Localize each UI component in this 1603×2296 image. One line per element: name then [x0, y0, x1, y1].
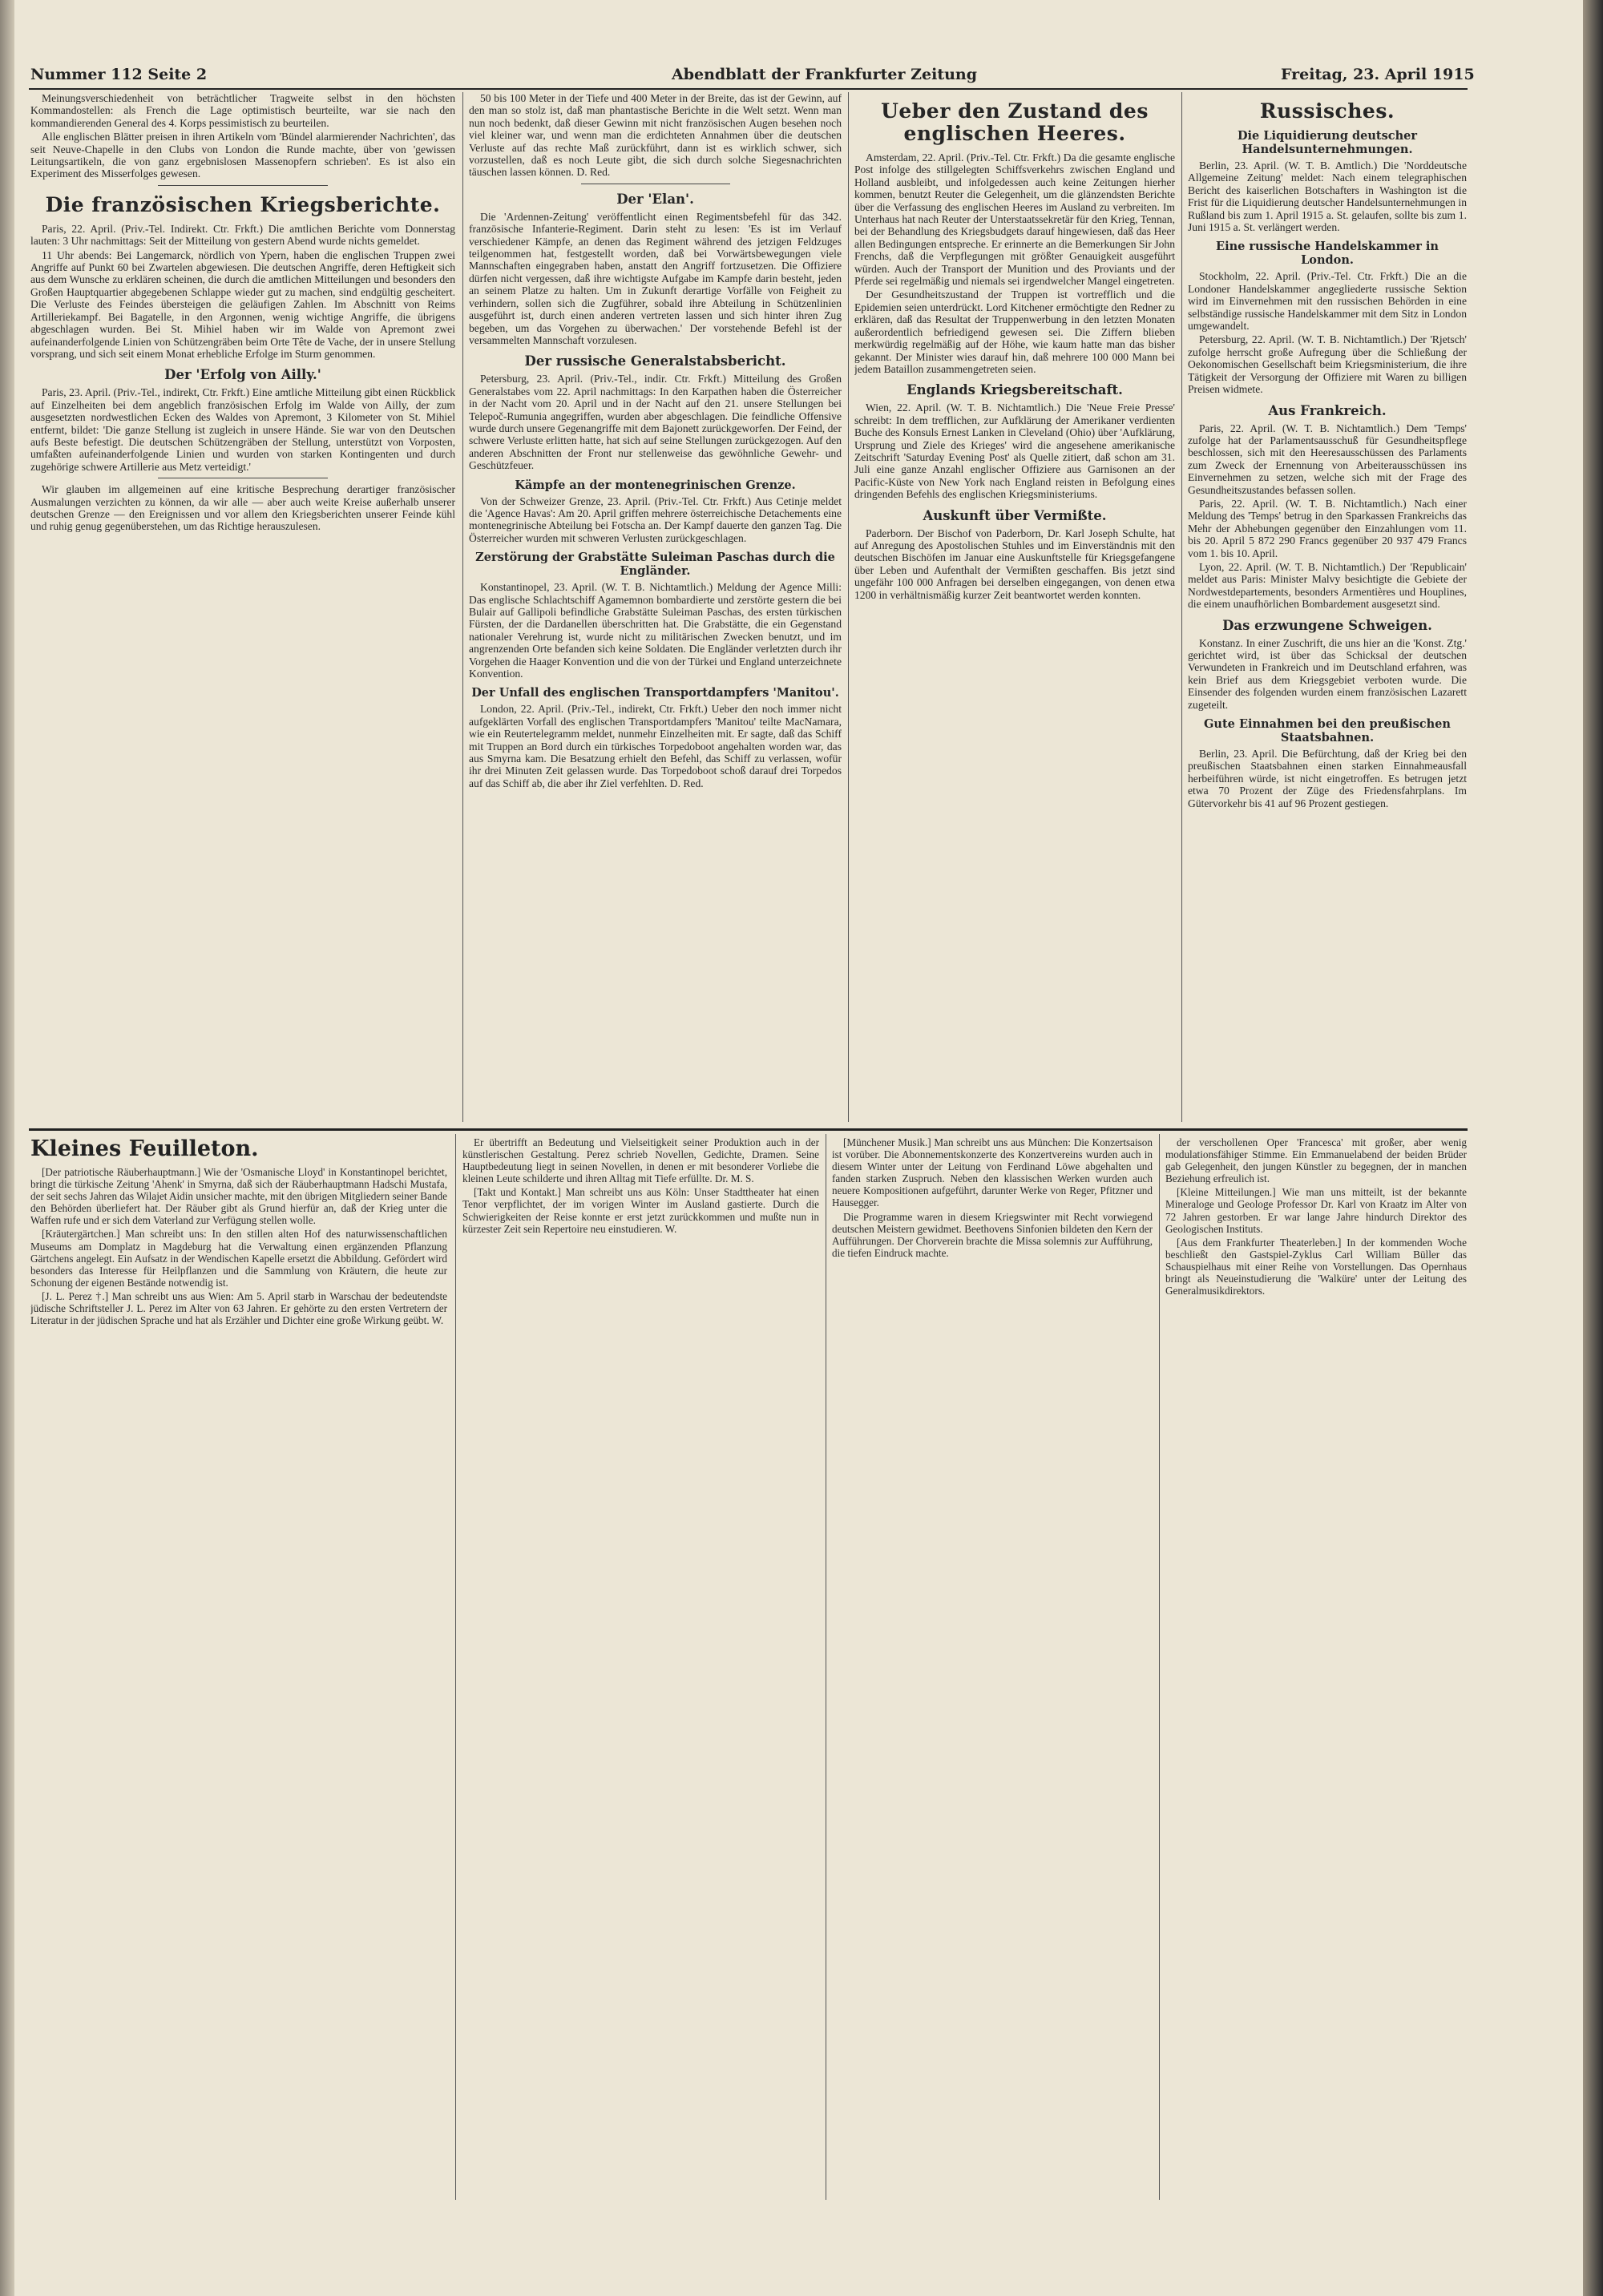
headline-silence: Das erzwungene Schweigen.	[1222, 617, 1432, 633]
headline-france: Aus Frankreich.	[1268, 402, 1387, 418]
article-text: Petersburg, 23. April. (Priv.-Tel., indir. Ctr. Frkft.) Mitteilung des Großen Generalstabes vom 22. April nachmittags: In den Karpathen haben die Österreicher in der Nacht vom 20. April und in der Nacht auf den 21. unsere Stellungen bei Telepoč-Rumunia angegriffen, wurden aber abgeschlagen. Die feindliche Offensive wurde durch unsere Gegenangriffe mit dem Bajonett zurückgeworfen. Der Feind, der schwere Verluste erlitten hatte, hat sich auf seine Stellungen zurückgezogen. Auf den anderen Abschnitten der Front nur stellenweise das gewöhnliche Gewehr- und Geschützfeuer.	[469, 373, 842, 472]
book-binding-left	[0, 0, 14, 2296]
article-text: [Der patriotische Räuberhauptmann.] Wie der 'Osmanische Lloyd' in Konstantinopel berichtet, bringt die türkische Zeitung 'Ahenk' in Smyrna, daß sich der Räuberhauptmann Hadschi Mustafa, der seit sechs Jahren das Wilajet Aidin unsicher machte, mit den übrigen Mitgliedern seiner Bande den Behörden überliefert hat. Der Räuber gibt als Grund hierfür an, daß der Krieg unter die Waffen rufe und er sich dem Vaterland zur Verfügung stellen wolle.	[30, 1166, 447, 1227]
page-edge-right	[1583, 0, 1603, 2296]
feuilleton-column-3	[832, 1136, 1153, 2202]
column-rule	[848, 92, 849, 1122]
article-text: [Kräutergärtchen.] Man schreibt uns: In den stillen alten Hof des naturwissenschaftlichen Museums am Domplatz in Magdeburg hat die Verwaltung einen ergänzenden Pflanzung Gärtchens angelegt. Ein Aufsatz in der Wendischen Kapelle ersetzt die Abbildung. Gefördert wird besonders das Interesse für Heilpflanzen und die Sammlung von Kräutern, die heute zur Schonung der eigenen Bestände notwendig ist.	[30, 1228, 447, 1289]
header-rule	[29, 88, 1468, 90]
issue-number: Nummer 112 Seite 2	[30, 66, 208, 83]
article-text: Petersburg, 22. April. (W. T. B. Nichtamtlich.) Der 'Rjetsch' zufolge herrscht große Aufregung über die Schließung der Oekonomischen Gesellschaft beim Kriegsministerium, die ihre Tätigkeit der Versorgung der Offiziere mit Waren zu billigen Preisen widmete.	[1188, 333, 1467, 396]
newspaper-name: Abendblatt der Frankfurter Zeitung	[672, 66, 978, 83]
headline-elan: Der 'Elan'.	[616, 191, 694, 207]
article-text: 11 Uhr abends: Bei Langemarck, nördlich von Ypern, haben die englischen Truppen zwei Angriffe auf Punkt 60 bei Zwartelen abgewiesen. Die deutschen Angriffe, deren Heftigkeit sich aus dem Wunsche zu erklären scheinen, die durch die amtlichen Mitteilungen und besonders den Großen Hauptquartier abgegebenen Schlappe wieder gut zu machen, sind endgültig gescheitert. Die Verluste des Feindes übersteigen die geläufigen Zahlen. Im Abschnitt von Reims Artilleriekampf. Bei Bagatelle, in den Argonnen, wenig wichtige Angriffe, die übrigens abgeschlagen wurden. Bei St. Mihiel haben wir im Walde von Apremont zwei aufeinanderfolgende Linien von Schützengräben beim Orte Tête de Vache, der in unsere Stellung vorsprang, und sich seit einem Monat erhebliche Erfolge im Sturm genommen.	[30, 248, 455, 360]
article-text: Die 'Ardennen-Zeitung' veröffentlicht einen Regimentsbefehl für das 342. französische Infanterie-Regiment. Darin steht zu lesen: 'Es ist im Verlauf verschiedener Kämpfe, an denen das Regiment während des jetzigen Feldzuges teilgenommen hat, festgestellt worden, daß bei Vorwärtsbewegungen viele Mannschaften eingegraben haben, anstatt den Angriff fortzusetzen. Die Offiziere dürfen nicht vergessen, daß ihre wichtigste Aufgabe im Kampfe darin besteht, jeden an seinem Platze zu halten. Um in Zukunft derartige Vorfälle von Feigheit zu verhindern, sollen sich die Zugführer, sobald ihre Abteilung in Schützenlinien ausgeführt ist, durch einen anderen vertreten lassen und sich hinter ihren Zug begeben, um das Vorgehen zu überwachen.' Der vorstehende Befehl ist der versammelten Mannschaft vorzulesen.	[469, 210, 842, 346]
article-text: [Takt und Kontakt.] Man schreibt uns aus Köln: Unser Stadttheater hat einen Tenor verpflichtet, der im vorigen Winter im Ausland gastierte. Durch die Schwierigkeiten der Reise konnte er erst jetzt zurückkommen und mußte nun in kürzester Zeit sein Repertoire neu einstudieren. W.	[462, 1186, 819, 1235]
column-1	[30, 92, 455, 1126]
headline-war-readiness: Englands Kriegsbereitschaft.	[906, 382, 1123, 398]
article-text: Von der Schweizer Grenze, 23. April. (Priv.-Tel. Ctr. Frkft.) Aus Cetinje meldet die 'Agence Havas': Am 20. April griffen mehrere österreichische Detachements eine montenegrinische Abteilung bei Fotscha an. Der Kampf dauerte den ganzen Tag. Die Österreicher wurden mit schweren Verlusten zurückgeschlagen.	[469, 494, 842, 544]
headline-english-army: Ueber den Zustand des englischen Heeres.	[881, 99, 1149, 145]
article-text: Alle englischen Blätter preisen in ihren Artikeln vom 'Bündel alarmierender Nachrichten', das seit Neuve-Chapelle in den Clubs von London die Runde machte, über von 'gewissen Leitungsartikeln, die von ganz ergebnislosen Massenopfern schrieben'. Es ist also ein Experiment des Misserfolges gewesen.	[30, 131, 455, 180]
page-header	[30, 66, 1475, 87]
article-text: London, 22. April. (Priv.-Tel., indirekt, Ctr. Frkft.) Ueber den noch immer nicht aufgeklärten Vorfall des englischen Transportdampfers 'Manitou' teilte MacNamara, wie ein Reutertelegramm meldet, nunmehr Einzelheiten mit. Er sagte, daß das Schiff mit Truppen an Bord durch ein türkisches Torpedoboot angehalten worden war, das aus Smyrna kam. Die Besatzung erhielt den Befehl, das Schiff zu verlassen, wofür ihr drei Minuten Zeit gelassen wurde. Das Torpedoboot schoß darauf drei Torpedos auf das Schiff ab, die aber ihr Ziel verfehlten. D. Red.	[469, 703, 842, 789]
article-text: Paris, 22. April. (W. T. B. Nichtamtlich.) Nach einer Meldung des 'Temps' betrug in den Sparkassen Frankreichs das Mehr der Abhebungen gegenüber den Einzahlungen vom 11. bis 20. April 5 872 290 Francs gegenüber 20 937 479 Francs vom 1. bis 10. April.	[1188, 497, 1467, 559]
article-text: Berlin, 23. April. Die Befürchtung, daß der Krieg bei den preußischen Staatsbahnen einen starken Einnahmeausfall herbeiführen würde, ist nicht eingetroffen. Es betrugen jetzt etwa 70 Prozent der Züge des Friedensfahrplans. Im Gütervorkehr bis 41 auf 96 Prozent gestiegen.	[1188, 748, 1467, 809]
feuilleton-column-2	[462, 1136, 819, 2202]
headline-russian: Russisches.	[1259, 99, 1395, 123]
article-text: [Münchener Musik.] Man schreibt uns aus München: Die Konzertsaison ist vorüber. Die Abonnementskonzerte des Konzertvereins wurden auch in diesem Winter unter der Leitung von Ferdinand Löwe abgehalten und fanden starken Zuspruch. Neben den klassischen Werken wurden auch neuere Kompositionen aufgeführt, darunter Werke von Reger, Pfitzner und Hausegger.	[832, 1136, 1153, 1209]
article-text: Stockholm, 22. April. (Priv.-Tel. Ctr. Frkft.) Die an die Londoner Handelskammer angegliederte russische Sektion wird im Einvernehmen mit den russischen Behörden in eine selbständige russische Handelskammer mit dem Sitz in London umgewandelt.	[1188, 270, 1467, 333]
headline-french-reports: Die französischen Kriegsberichte.	[45, 192, 441, 216]
headline-railways: Gute Einnahmen bei den preußischen Staatsbahnen.	[1204, 717, 1451, 745]
headline-ailly: Der 'Erfolg von Ailly.'	[164, 367, 321, 383]
article-text: Paris, 22. April. (W. T. B. Nichtamtlich.) Dem 'Temps' zufolge hat der Parlamentsausschuß für Gesundheitspflege beschlossen, sich mit den Heeresausschüssen des Parlaments zum Zweck der Ernennung von Arbeiterausschüssen ins Einvernehmen zu setzen, welche sich mit der Frage des Gesundheitszustandes befassen sollen.	[1188, 422, 1467, 496]
article-text: Er übertrifft an Bedeutung und Vielseitigkeit seiner Produktion auch in der künstlerischen Gestaltung. Perez schrieb Novellen, Gedichte, Dramen. Seine Hauptbedeutung liegt in seinen Novellen, in denen er mit besonderer Vorliebe die kleinen Leute schilderte und ihren Alltag mit Tiefe erfüllte. Dr. M. S.	[462, 1136, 819, 1185]
headline-montenegro: Kämpfe an der montenegrinischen Grenze.	[515, 478, 796, 492]
headline-manitou: Der Unfall des englischen Transportdampfers 'Manitou'.	[471, 686, 839, 700]
article-text: Konstanz. In einer Zuschrift, die uns hier an die 'Konst. Ztg.' gerichtet wird, ist über das Schicksal der deutschen Verwundeten in Frankreich und im Deutschland erfahren, was kein Brief aus dem Kriegsgebiet verboten wurde. Die Einsender des folgenden wurden einem französischen Lazarett zugeteilt.	[1188, 636, 1467, 711]
column-rule	[1181, 92, 1182, 1122]
column-4	[1188, 92, 1467, 1126]
issue-date: Freitag, 23. April 1915	[1281, 66, 1475, 83]
article-text: Paderborn. Der Bischof von Paderborn, Dr. Karl Joseph Schulte, hat auf Anregung des Apostolischen Stuhles und im Einverständnis mit den deutschen Bischöfen im Januar eine Auskunftstelle für Kriegsgefangene über Leben und Aufenthalt der Vermißten geschaffen. Bis jetzt sind ungefähr 100 000 Anfragen bei derselben eingegangen, von denen etwa 1200 in verhältnismäßig kurzer Zeit beantwortet werden konnten.	[854, 527, 1175, 601]
column-2	[469, 92, 842, 1126]
article-text: Der Gesundheitszustand der Truppen ist vortrefflich und die Epidemien seien unterdrückt. Lord Kitchener ermöchtigte den Redner zu erklären, daß das Resultat der Truppenwerbung in den letzten Monaten außerordentlich befriedigend gewesen sei. Die Ziffern blieben merkwürdig regelmäßig auf der Höhe, wie kaum hatte man das bisher gekannt. Der Minister wies darauf hin, daß mehrere 100 000 Mann bei jedem Bataillon zusammengetreten seien.	[854, 289, 1175, 375]
article-text: 50 bis 100 Meter in der Tiefe und 400 Meter in der Breite, das ist der Gewinn, auf den man so stolz ist, daß man phantastische Berichte in die Welt setzt. Wenn man nun noch bedenkt, daß dieser Gewinn mit nicht französischen Augen besehen noch viel kleiner war, und wenn man die erdichteten Annahmen über die deutschen Verluste auf das rechte Maß zurückführt, dann ist es wirklich schwer, sich vorzustellen, daß es noch Leute gibt, die sich durch solche Siegesnachrichten täuschen lassen können. D. Red.	[469, 92, 842, 179]
article-text: [J. L. Perez †.] Man schreibt uns aus Wien: Am 5. April starb in Warschau der bedeutendste jüdische Schriftsteller J. L. Perez im Alter von 63 Jahren. Er gehörte zu den ersten Vertretern der Literatur in der jüdischen Sprache und hat als Erzähler und Dichter eine große Wirkung geübt. W.	[30, 1289, 447, 1327]
headline-suleiman: Zerstörung der Grabstätte Suleiman Paschas durch die Engländer.	[475, 551, 835, 579]
feuilleton-column-4	[1165, 1136, 1467, 2202]
subheadline-liquidation: Die Liquidierung deutscher Handelsunternehmungen.	[1237, 129, 1418, 156]
feuilleton-title: Kleines Feuilleton.	[30, 1136, 259, 1161]
article-text: [Kleine Mitteilungen.] Wie man uns mitteilt, ist der bekannte Mineraloge und Geologe Professor Dr. Karl von Kraatz im Alter von 72 Jahren gestorben. Er war lange Jahre hindurch Direktor des Geologischen Instituts.	[1165, 1186, 1467, 1235]
article-text: Wir glauben im allgemeinen auf eine kritische Besprechung derartiger französischer Ausmalungen verzichten zu können, da wir alle — aber auch weite Kreise außerhalb unserer deutschen Grenze — den Ereignissen und vor allem den Kriegsberichten unserer Feinde kühl und ruhig genug gegenüberstehen, um das Richtige herauszulesen.	[30, 483, 455, 533]
headline-missing: Auskunft über Vermißte.	[923, 507, 1107, 523]
separator	[158, 185, 328, 186]
headline-russian-report: Der russische Generalstabsbericht.	[524, 353, 786, 369]
article-text: Meinungsverschiedenheit von beträchtlicher Tragweite selbst in den höchsten Kommandostellen: als French die Lage optimistisch beurteilte, war sie nach den kommandierenden General des 4. Korps pessimistisch zu beurteilen.	[30, 92, 455, 129]
article-text: Berlin, 23. April. (W. T. B. Amtlich.) Die 'Norddeutsche Allgemeine Zeitung' meldet: Nach einem telegraphischen Bericht des kaiserlichen Botschafters in Washington ist die Frist für die Liquidierung deutscher Handelsunternehmungen in Rußland bis zum 1. April 1915 a. St. gelaufen, sollte bis zum 1. Juni 1915 a. St. verlängert werden.	[1188, 159, 1467, 234]
article-text: der verschollenen Oper 'Francesca' mit großer, aber wenig modulationsfähiger Stimme. Ein Emmanuelabend der beiden Brüder gab Gelegenheit, den jungen Künstler zu begegnen, der in manchen Beziehung erfreulich ist.	[1165, 1136, 1467, 1185]
article-text: Amsterdam, 22. April. (Priv.-Tel. Ctr. Frkft.) Da die gesamte englische Post infolge des stillgelegten Schiffsverkehrs zwischen England und Holland ausbleibt, und infolgedessen auch keine Zeitungen hierher kommen, benutzt Reuter die Gelegenheit, um die glänzendsten Berichte über die Verfassung des englischen Heeres im Ausland zu verbreiten. Im Unterhaus hat nach Reuter der Unterstaatssekretär für den Krieg, Tennan, bei der Behandlung des Kriegsbudgets darauf hingewiesen, daß das Heer allen Bedingungen entspreche. Er erinnerte an die Bemerkungen Sir John Frenchs, daß die Verpflegungen mit größter Genauigkeit ausgeführt würden. Auch der Transport der Munition und des Proviants und der Pferde sei regelmäßig und niemals sei irgendwelcher Mangel eingetreten.	[854, 151, 1175, 288]
feuilleton-column-1	[30, 1166, 447, 2200]
article-text: Lyon, 22. April. (W. T. B. Nichtamtlich.) Der 'Republicain' meldet aus Paris: Minister Malvy besichtigte die Gebiete der Nordwestdepartements, besonders Armentières und Houplines, die einem unaufhörlichen Bombardement ausgesetzt sind.	[1188, 560, 1467, 611]
column-rule	[1159, 1134, 1160, 2200]
article-text: Paris, 22. April. (Priv.-Tel. Indirekt. Ctr. Frkft.) Die amtlichen Berichte vom Donnerstag lauten: 3 Uhr nachmittags: Seit der Mitteilung von gestern Abend wurde nichts gemeldet.	[30, 222, 455, 248]
column-rule	[455, 1134, 456, 2200]
feuilleton-rule	[29, 1128, 1468, 1131]
article-text: Wien, 22. April. (W. T. B. Nichtamtlich.) Die 'Neue Freie Presse' schreibt: In dem trefflichen, zur Aufklärung der Amerikaner verdienten Buche des Konsuls Ernest Lanken in Cleveland (Ohio) über 'Aufklärung, Ursprung und Ziele des Krieges' wird die angesehene amerikanische Zeitschrift 'Saturday Evening Post' als Quelle zitiert, daß schon am 31. Juli eine ganze Anzahl englischer Offiziere aus Garnisonen an der Pacific-Küste von New York nach England reisten in Befolgung eines dringenden Befehls des englischen Kriegsministeriums.	[854, 401, 1175, 501]
article-text: Die Programme waren in diesem Kriegswinter mit Recht vorwiegend deutschen Meistern gewidmet. Beethovens Sinfonien bildeten den Kern der Aufführungen. Der Chorverein brachte die Missa solemnis zur Aufführung, die tiefen Eindruck machte.	[832, 1210, 1153, 1259]
column-3	[854, 92, 1175, 1126]
article-text: Paris, 23. April. (Priv.-Tel., indirekt, Ctr. Frkft.) Eine amtliche Mitteilung gibt einen Rückblick auf Einzelheiten bei dem angeblich französischen Erfolg im Walde von Ailly, der zum ausgesetzten nordwestlichen Ecken des Waldes von Apremont, 3 Kilometer von St. Mihiel entfernt, bildet: 'Die ganze Stellung ist zugleich in unsere Hände. Sie war von den Deutschen aufs Beste befestigt. Die deutschen Schützengräben der Stellung, unterstützt von Vorposten, umfaßten aufeinanderfolgende Linien und wurden von starken Kontingenten und durch zugehörige schwere Artillerie aus Metz verteidigt.'	[30, 386, 455, 473]
column-rule	[462, 92, 463, 1122]
article-text: [Aus dem Frankfurter Theaterleben.] In der kommenden Woche beschließt den Gastspiel-Zyklus Carl William Büller das Schauspielhaus mit einer Reihe von Vorstellungen. Das Opernhaus bringt als Neueinstudierung die 'Walküre' unter der Leitung des Generalmusikdirektors.	[1165, 1236, 1467, 1297]
article-text: Konstantinopel, 23. April. (W. T. B. Nichtamtlich.) Meldung der Agence Milli: Das englische Schlachtschiff Agamemnon bombardierte und zerstörte gestern die bei Bulair auf Gallipoli befindliche Grabstätte Suleiman Paschas, des ersten türkischen Fürsten, der die Dardanellen überschritten hat. Die Grabstätte, die ein Gegenstand nationaler Verehrung ist, wurde nicht zu militärischen Zwecken benutzt, und im angrenzenden Orte befanden sich keine Soldaten. Die Engländer verletzten durch ihr Vorgehen die Haager Konvention und die von der Türkei und England unterzeichnete Konvention.	[469, 581, 842, 680]
subheadline-chamber: Eine russische Handelskammer in London.	[1216, 240, 1439, 268]
